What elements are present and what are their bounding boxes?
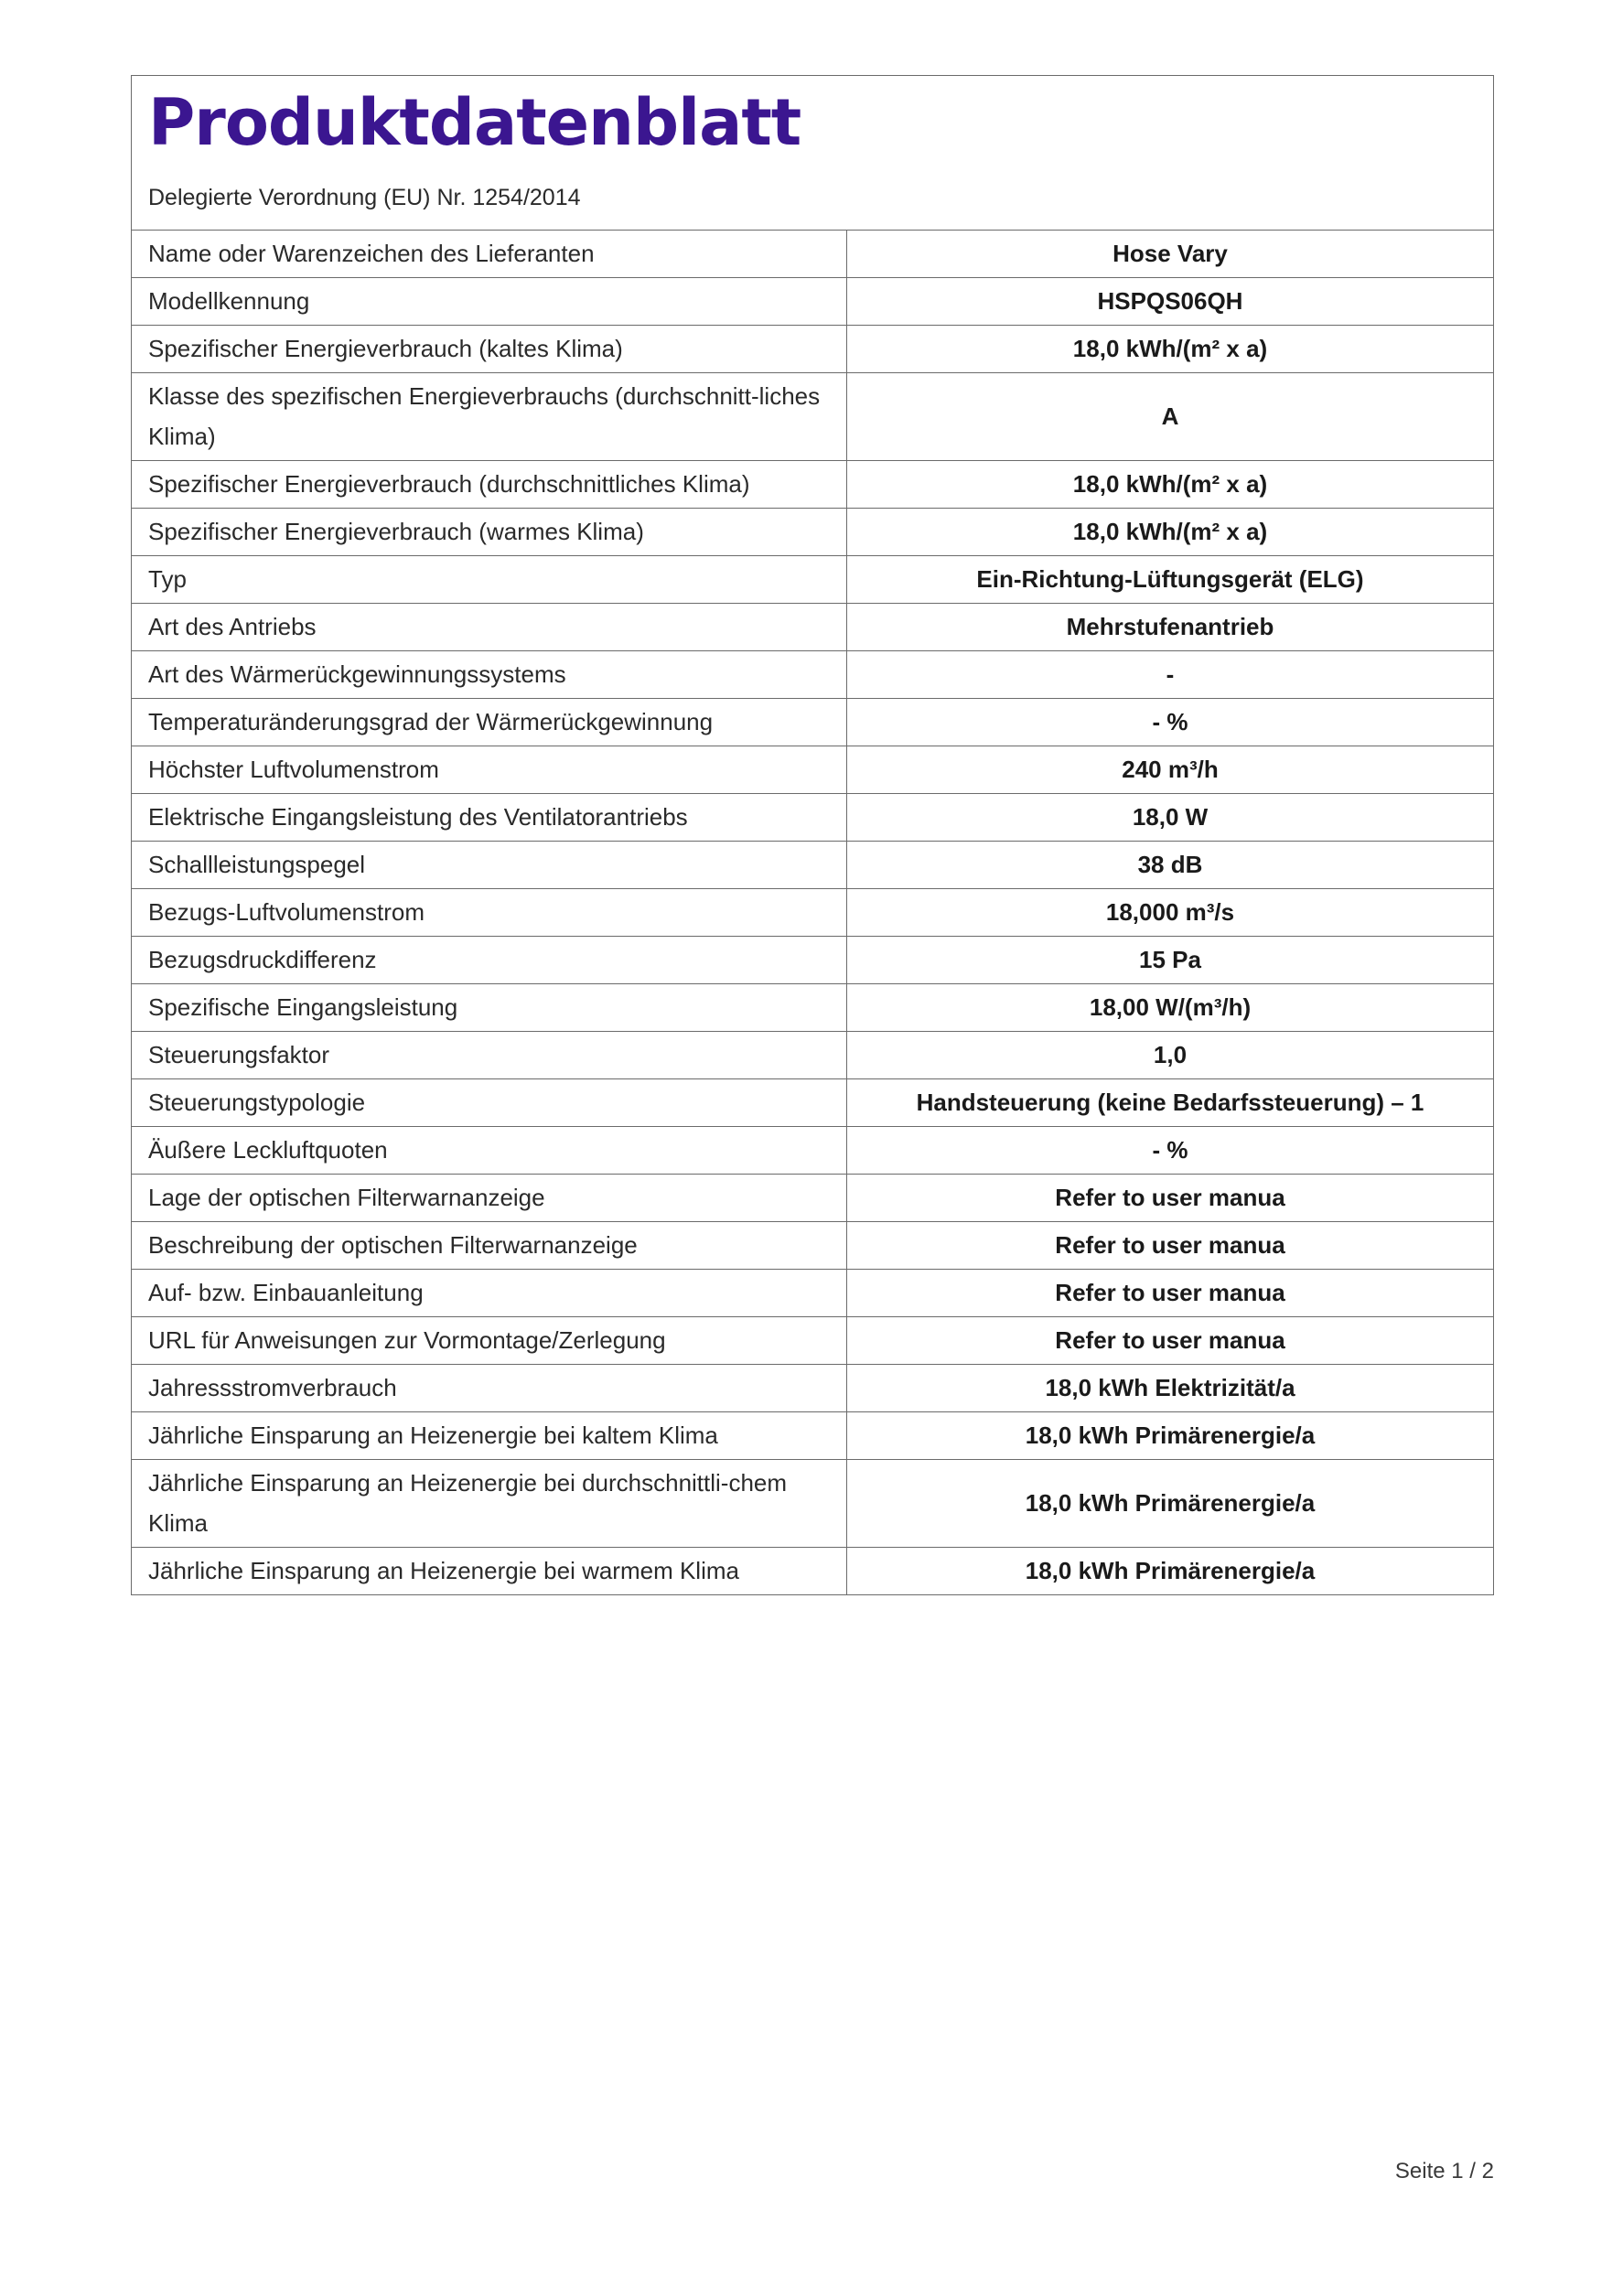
spec-label: Spezifischer Energieverbrauch (kaltes Klima) xyxy=(132,325,847,372)
spec-label: Schallleistungspegel xyxy=(132,841,847,888)
table-row xyxy=(132,508,1493,555)
spec-label: Klasse des spezifischen Energieverbrauchs (durchschnitt-liches Klima) xyxy=(132,372,847,460)
spec-value: 18,0 W xyxy=(847,793,1494,841)
page-number: Seite 1 / 2 xyxy=(1394,2159,1494,2183)
spec-label: Jährliche Einsparung an Heizenergie bei warmem Klima xyxy=(132,1547,847,1594)
spec-label: Äußere Leckluftquoten xyxy=(132,1126,847,1174)
spec-value: Mehrstufenantrieb xyxy=(847,603,1494,650)
table-row xyxy=(132,231,1493,278)
spec-value: Hose Vary xyxy=(1112,239,1228,267)
spec-value: Refer to user manua xyxy=(847,1316,1494,1364)
spec-label: Spezifischer Energieverbrauch (warmes Klima) xyxy=(132,508,847,555)
spec-value: 18,0 kWh Primärenergie/a xyxy=(847,1459,1494,1547)
spec-value: 18,0 kWh/(m² x a) xyxy=(847,325,1494,372)
spec-value: - % xyxy=(847,1126,1494,1174)
spec-value: 240 m³/h xyxy=(847,746,1494,793)
spec-label: Steuerungstypologie xyxy=(132,1078,847,1126)
table-row xyxy=(132,1459,1493,1547)
spec-value: 18,000 m³/s xyxy=(847,888,1494,936)
table-row xyxy=(132,746,1493,793)
spec-label: Name oder Warenzeichen des Lieferanten xyxy=(132,231,847,278)
spec-label: Modellkennung xyxy=(132,277,847,325)
spec-value: A xyxy=(847,372,1494,460)
spec-value: Refer to user manua xyxy=(847,1269,1494,1316)
spec-label: Bezugsdruckdifferenz xyxy=(132,936,847,983)
spec-value: - xyxy=(847,650,1494,698)
spec-value: Refer to user manua xyxy=(847,1221,1494,1269)
spec-label: Temperaturänderungsgrad der Wärmerückgewinnung xyxy=(132,698,847,746)
spec-value: 18,0 kWh/(m² x a) xyxy=(847,460,1494,508)
specs-table-body xyxy=(132,231,1493,1594)
table-row xyxy=(132,841,1493,888)
table-row xyxy=(132,1174,1493,1221)
spec-value: 15 Pa xyxy=(847,936,1494,983)
spec-label: Art des Wärmerückgewinnungssystems xyxy=(132,650,847,698)
spec-label: URL für Anweisungen zur Vormontage/Zerlegung xyxy=(132,1316,847,1364)
table-row xyxy=(132,1126,1493,1174)
table-row xyxy=(132,983,1493,1031)
table-row xyxy=(132,555,1493,603)
spec-label: Jahressstromverbrauch xyxy=(132,1364,847,1411)
spec-value: Refer to user manua xyxy=(847,1174,1494,1221)
table-row xyxy=(132,1316,1493,1364)
table-row xyxy=(132,1078,1493,1126)
spec-label: Art des Antriebs xyxy=(132,603,847,650)
table-row xyxy=(132,1411,1493,1459)
table-row xyxy=(132,1221,1493,1269)
spec-value: Ein-Richtung-Lüftungsgerät (ELG) xyxy=(847,555,1494,603)
spec-label: Höchster Luftvolumenstrom xyxy=(132,746,847,793)
spec-value: 18,0 kWh Elektrizität/a xyxy=(847,1364,1494,1411)
spec-label: Auf- bzw. Einbauanleitung xyxy=(132,1269,847,1316)
regulation-reference: Delegierte Verordnung (EU) Nr. 1254/2014 xyxy=(148,184,581,210)
spec-value: HSPQS06QH xyxy=(847,277,1494,325)
spec-label: Bezugs-Luftvolumenstrom xyxy=(132,888,847,936)
table-row xyxy=(132,1547,1493,1594)
spec-value: 18,0 kWh Primärenergie/a xyxy=(847,1411,1494,1459)
table-row xyxy=(132,1364,1493,1411)
table-row xyxy=(132,1031,1493,1078)
spec-label: Jährliche Einsparung an Heizenergie bei durchschnittli-chem Klima xyxy=(132,1459,847,1547)
product-data-sheet xyxy=(131,75,1494,1595)
table-row xyxy=(132,372,1493,460)
spec-label: Beschreibung der optischen Filterwarnanzeige xyxy=(132,1221,847,1269)
table-row xyxy=(132,277,1493,325)
table-row xyxy=(132,698,1493,746)
table-row xyxy=(132,1269,1493,1316)
table-row xyxy=(132,603,1493,650)
table-row xyxy=(132,888,1493,936)
table-row xyxy=(132,650,1493,698)
sheet-header xyxy=(132,76,1493,231)
spec-value: 18,0 kWh Primärenergie/a xyxy=(847,1547,1494,1594)
table-row xyxy=(132,325,1493,372)
spec-label: Typ xyxy=(132,555,847,603)
table-row xyxy=(132,793,1493,841)
spec-label: Jährliche Einsparung an Heizenergie bei kaltem Klima xyxy=(132,1411,847,1459)
spec-value: Handsteuerung (keine Bedarfssteuerung) – 1 xyxy=(847,1078,1494,1126)
spec-value: - % xyxy=(847,698,1494,746)
document-title: Produktdatenblatt xyxy=(148,85,801,160)
table-row xyxy=(132,936,1493,983)
spec-value: 38 dB xyxy=(847,841,1494,888)
spec-label: Steuerungsfaktor xyxy=(132,1031,847,1078)
spec-label: Spezifische Eingangsleistung xyxy=(132,983,847,1031)
table-row xyxy=(132,460,1493,508)
spec-value: 18,00 W/(m³/h) xyxy=(847,983,1494,1031)
spec-label: Elektrische Eingangsleistung des Ventilatorantriebs xyxy=(132,793,847,841)
spec-value: 18,0 kWh/(m² x a) xyxy=(847,508,1494,555)
spec-label: Spezifischer Energieverbrauch (durchschnittliches Klima) xyxy=(132,460,847,508)
spec-label: Lage der optischen Filterwarnanzeige xyxy=(132,1174,847,1221)
spec-value: 1,0 xyxy=(847,1031,1494,1078)
specs-table xyxy=(132,231,1493,1594)
